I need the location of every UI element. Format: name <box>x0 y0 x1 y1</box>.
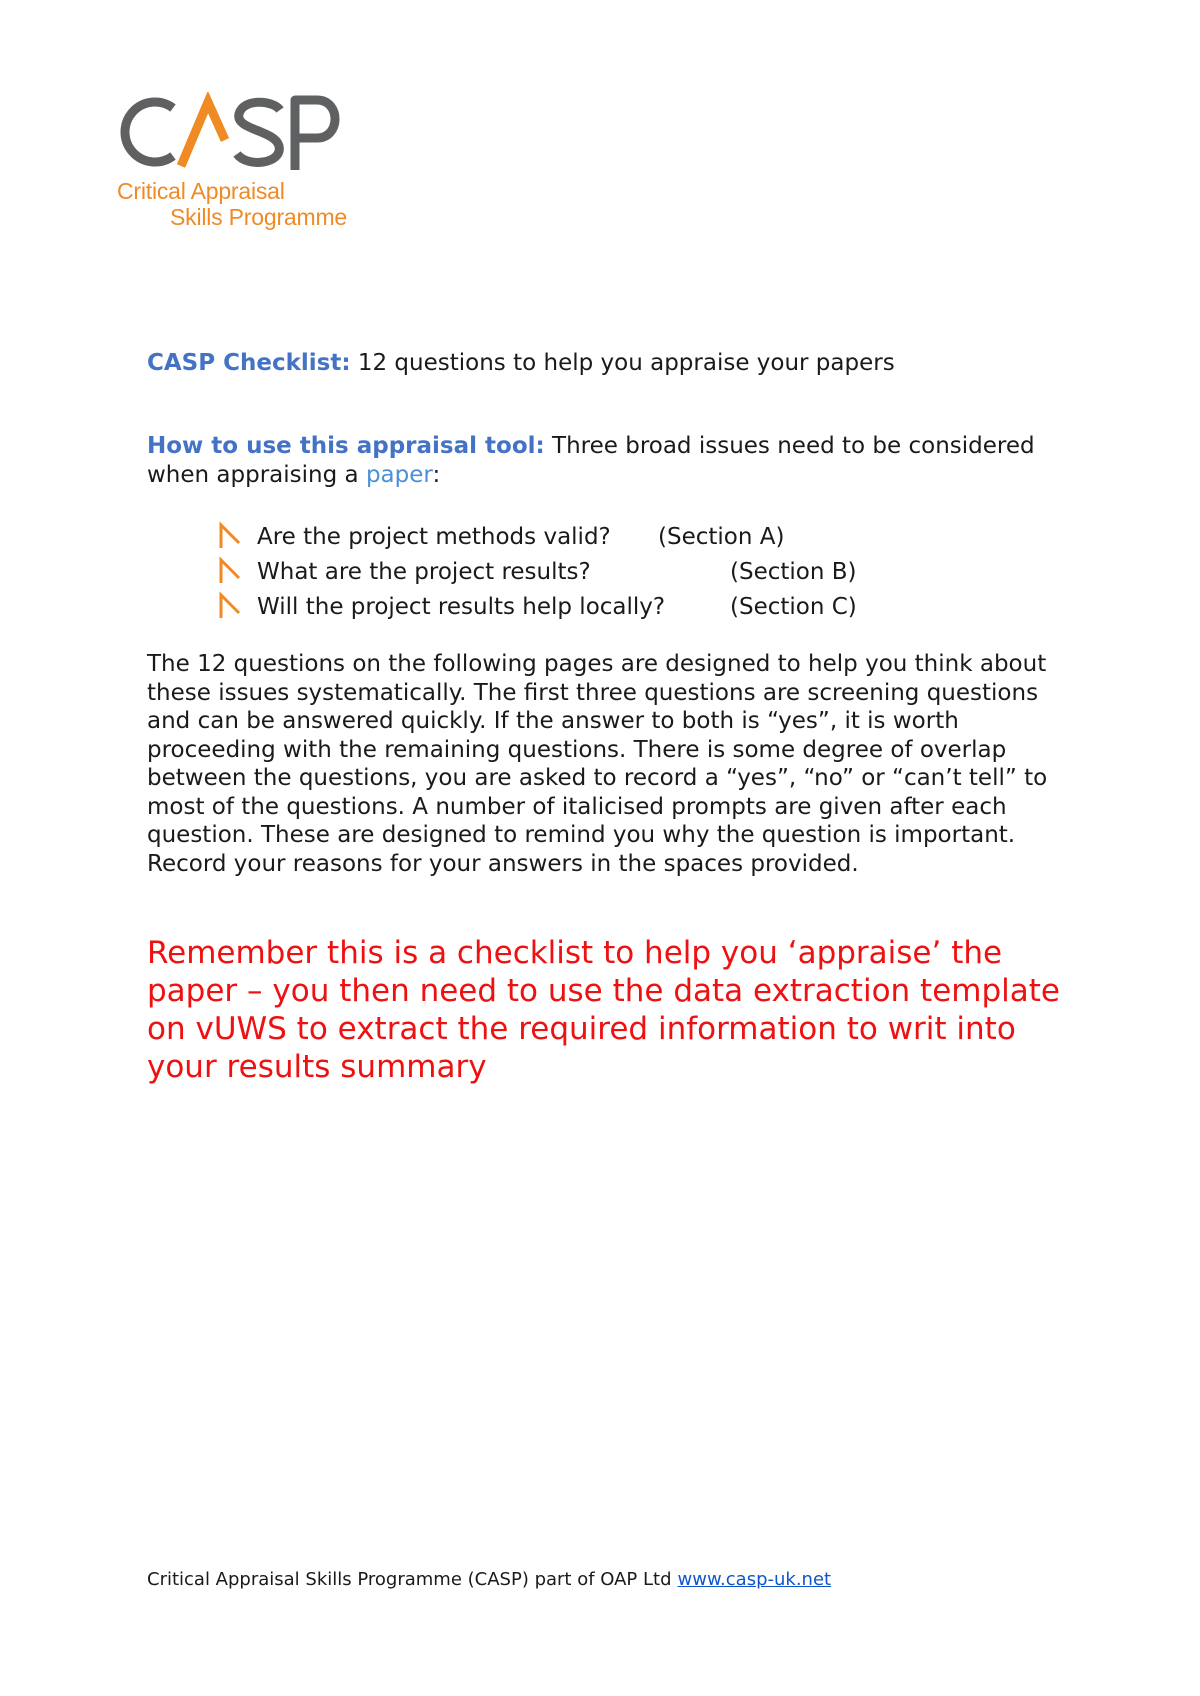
bullet-question: What are the project results? <box>257 559 591 585</box>
bullet-question: Are the project methods valid? <box>257 524 611 550</box>
list-item <box>218 590 918 625</box>
bullet-question: Will the project results help locally? <box>257 594 666 620</box>
footer-text: Critical Appraisal Skills Programme (CASP) part of OAP Ltd <box>147 1569 672 1590</box>
bullet-section-label: (Section A) <box>658 524 785 550</box>
logo-subtitle-line2: Skills Programme <box>170 204 348 230</box>
howto-highlight: paper <box>365 462 433 488</box>
howto-text-after: : <box>432 462 441 488</box>
section-bullet-list <box>218 520 918 625</box>
bullet-section-label: (Section B) <box>730 559 857 585</box>
checklist-label: CASP Checklist: <box>147 350 351 376</box>
checklist-text: 12 questions to help you appraise your papers <box>350 350 895 376</box>
howto-label: How to use this appraisal tool: <box>147 433 545 459</box>
reminder-note: Remember this is a checklist to help you ‘appraise’ the paper – you then need to use the data extraction template on vUWS to extract the required information to writ into your results summary <box>147 935 1060 1085</box>
page-footer <box>147 1568 831 1592</box>
list-item <box>218 555 918 590</box>
casp-wordmark-icon <box>115 92 345 172</box>
bullet-section-label: (Section C) <box>730 594 857 620</box>
intro-paragraph: The 12 questions on the following pages are designed to help you think about these issues systematically. The first three questions are screening questions and can be answered quickly. If the answer to both is “yes”, it is worth proceeding with the remaining questions. There is some degree of overlap between the questions, you are asked to record a “yes”, “no” or “can’t tell” to most of the questions. A number of italicised prompts are given after each question. These are designed to remind you why the question is important. Record your reasons for your answers in the spaces provided. <box>147 651 1048 877</box>
list-item <box>218 520 918 555</box>
logo-subtitle-line1: Critical Appraisal <box>117 178 285 204</box>
checklist-heading <box>147 347 1087 379</box>
footer-website-link[interactable]: www.casp-uk.net <box>677 1569 832 1590</box>
orange-chevron-icon <box>218 556 242 586</box>
orange-chevron-icon <box>218 591 242 621</box>
orange-chevron-icon <box>218 521 242 551</box>
howto-text: Three broad issues need to be considered when appraising a <box>147 433 1035 488</box>
howto-paragraph <box>147 432 1087 490</box>
casp-logo <box>115 92 375 242</box>
